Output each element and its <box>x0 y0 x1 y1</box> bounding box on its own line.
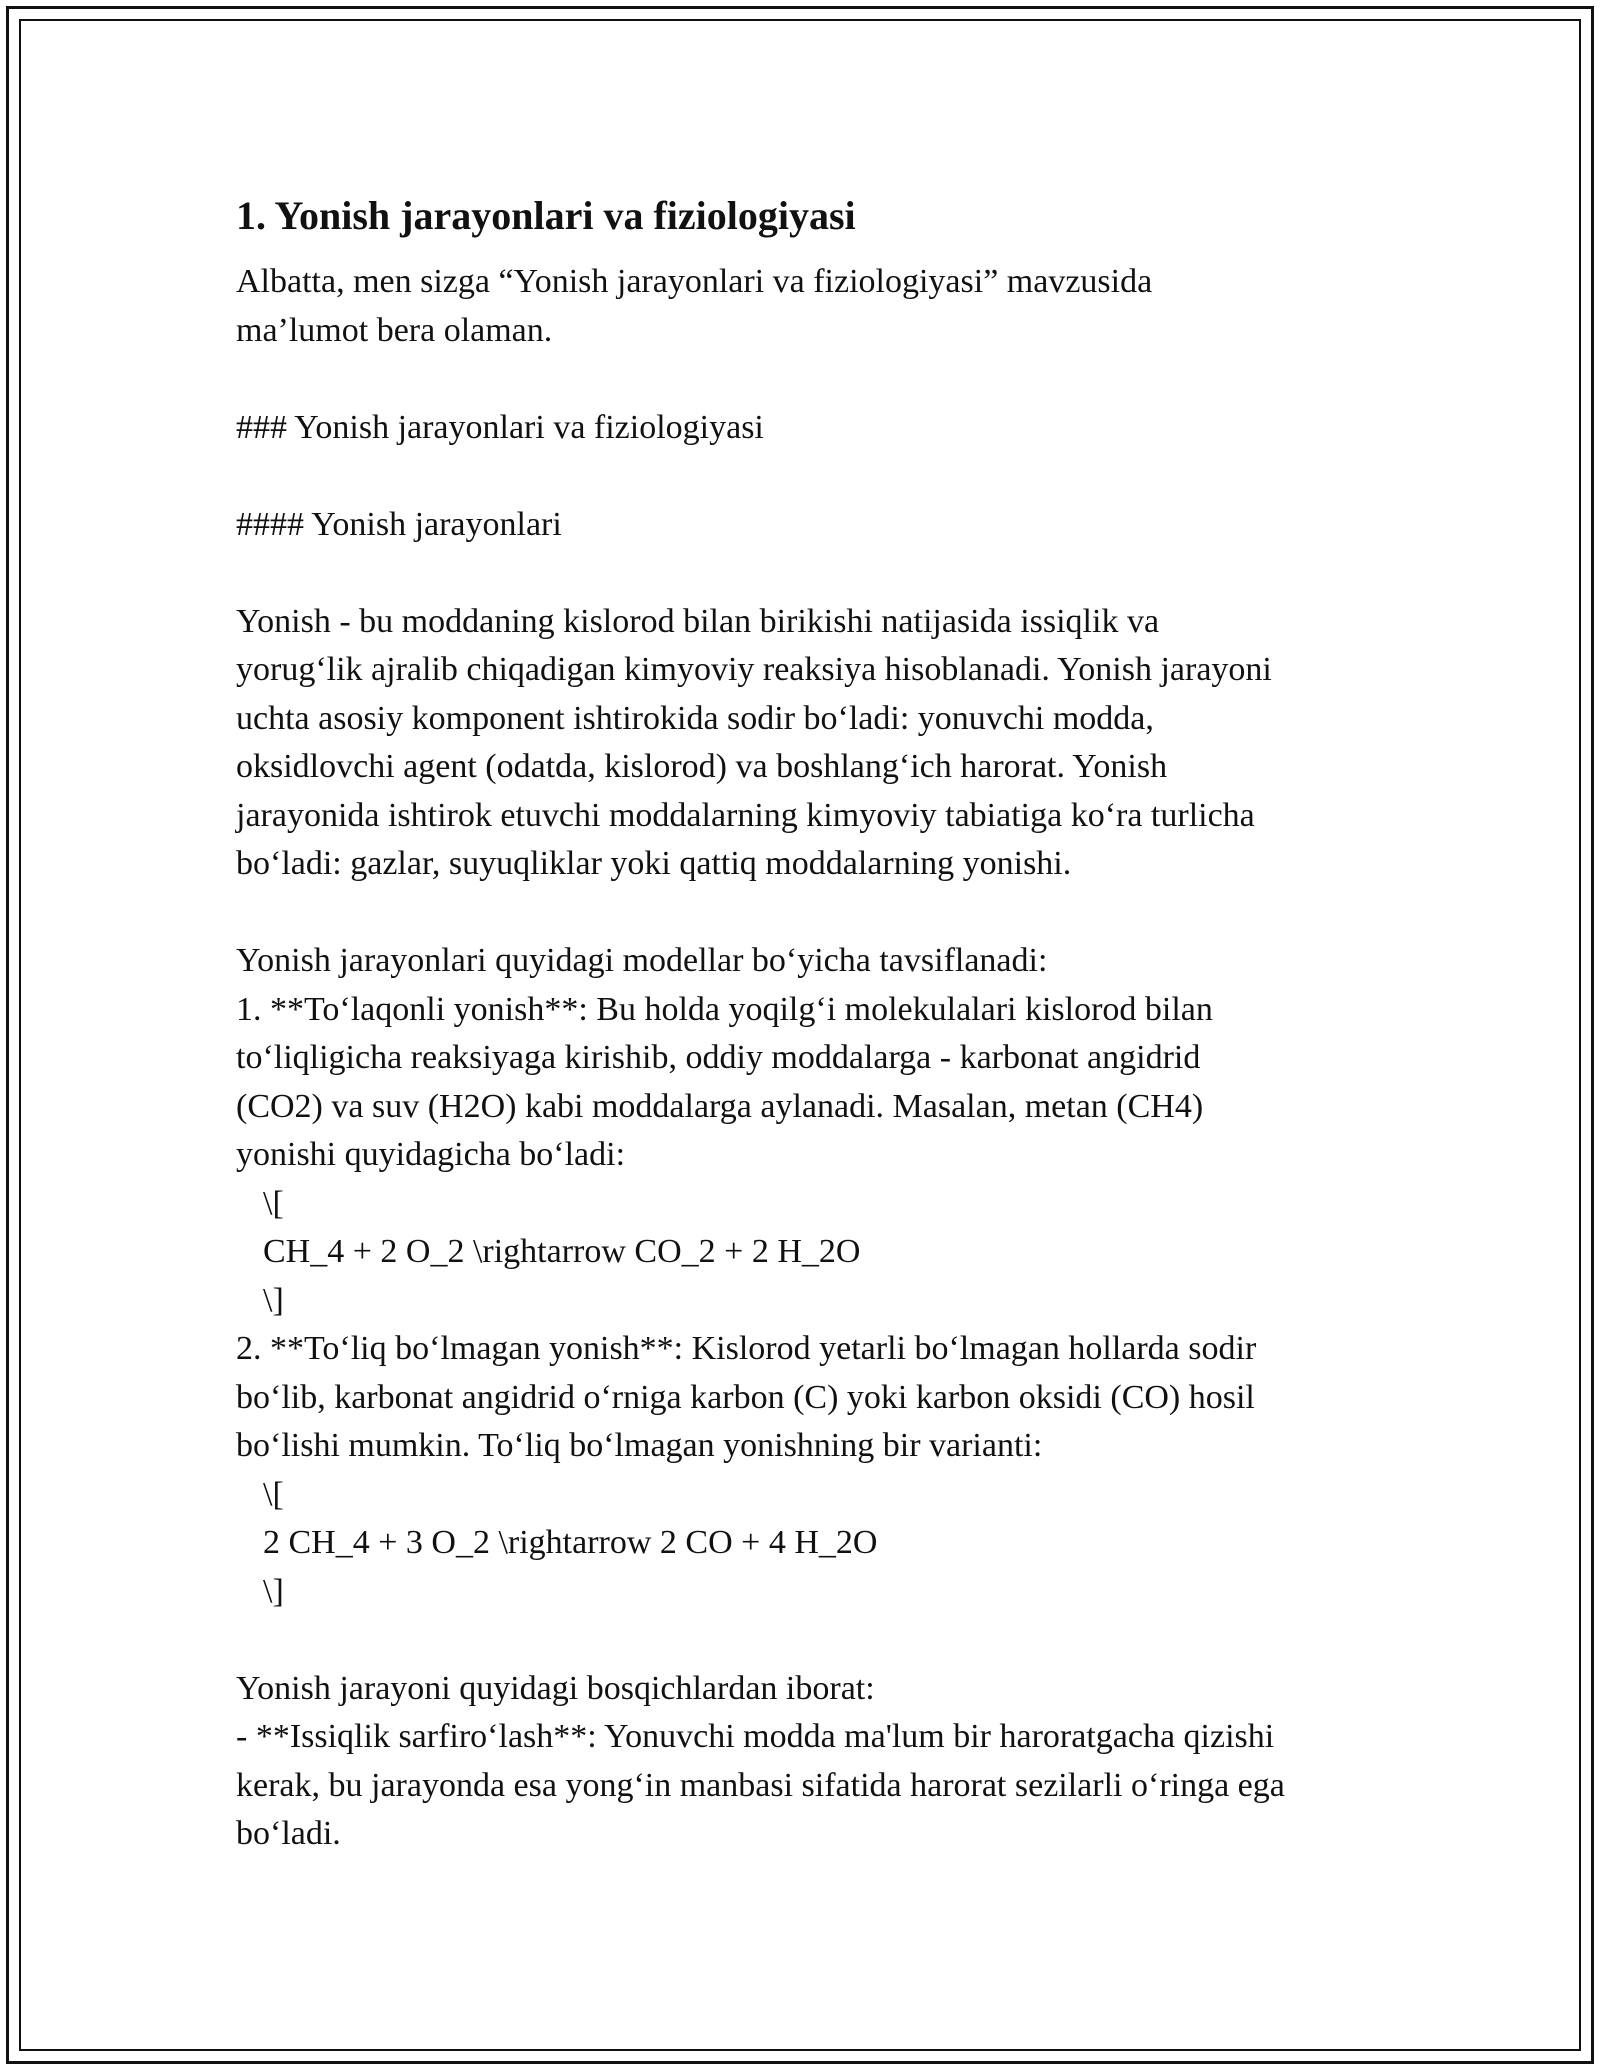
text-line: yonishi quyidagicha bo‘ladi: <box>236 1136 626 1173</box>
blank-line <box>236 452 1386 501</box>
text-line: Albatta, men sizga “Yonish jarayonlari va fiziologiyasi” mavzusida <box>236 263 1153 300</box>
models-intro: Yonish jarayonlari quyidagi modellar bo‘yicha tavsiflanadi: <box>236 942 1048 979</box>
blank-line <box>236 889 1386 938</box>
blank-line <box>236 549 1386 598</box>
formula-line: \[ <box>263 1184 284 1222</box>
stages-intro: Yonish jarayoni quyidagi bosqichlardan iborat: <box>236 1669 875 1707</box>
formula-line: \[ <box>263 1475 284 1513</box>
text-line: Yonish - bu moddaning kislorod bilan birikishi natijasida issiqlik va <box>236 602 1160 640</box>
blank-line <box>236 355 1386 404</box>
model-item-complete-combustion <box>236 986 1386 1180</box>
text-line: bo‘lib, karbonat angidrid o‘rniga karbon (C) yoki karbon oksidi (CO) hosil <box>236 1378 1255 1416</box>
stage-item-heating <box>236 1713 1386 1859</box>
text-line: kerak, bu jarayonda esa yong‘in manbasi sifatida harorat sezilarli o‘ringa ega <box>236 1766 1285 1804</box>
formula-line: CH_4 + 2 O_2 \rightarrow CO_2 + 2 H_2O <box>263 1233 861 1270</box>
text-line: 2. **To‘liq bo‘lmagan yonish**: Kislorod yetarli bo‘lmagan hollarda sodir <box>236 1330 1257 1367</box>
definition-paragraph <box>236 598 1386 889</box>
text-line: bo‘ladi: gazlar, suyuqliklar yoki qattiq moddalarning yonishi. <box>236 845 1072 882</box>
formula-line: \] <box>263 1281 284 1319</box>
blank-line <box>236 1616 1386 1665</box>
text-line: to‘liqligicha reaksiyaga kirishib, oddiy moddalarga - karbonat angidrid <box>236 1039 1201 1076</box>
text-line: (CO2) va suv (H2O) kabi moddalarga aylanadi. Masalan, metan (CH4) <box>236 1087 1204 1125</box>
text-line: uchta asosiy komponent ishtirokida sodir bo‘ladi: yonuvchi modda, <box>236 699 1154 737</box>
text-line: ma’lumot bera olaman. <box>236 311 553 349</box>
text-line: - **Issiqlik sarfiro‘lash**: Yonuvchi modda ma'lum bir haroratgacha qizishi <box>236 1718 1275 1755</box>
text-line: bo‘lishi mumkin. To‘liq bo‘lmagan yonishning bir varianti: <box>236 1427 1043 1464</box>
text-line: bo‘ladi. <box>236 1815 341 1852</box>
formula-line: \] <box>263 1572 284 1610</box>
formula-block-1 <box>236 1180 1386 1326</box>
text-line: jarayonida ishtirok etuvchi moddalarning kimyoviy tabiatiga ko‘ra turlicha <box>236 796 1255 834</box>
heading-level-4: #### Yonish jarayonlari <box>236 505 562 543</box>
formula-line: 2 CH_4 + 3 O_2 \rightarrow 2 CO + 4 H_2O <box>263 1524 878 1561</box>
document-title: 1. Yonish jarayonlari va fiziologiyasi <box>236 193 856 238</box>
text-line: oksidlovchi agent (odatda, kislorod) va boshlang‘ich harorat. Yonish <box>236 748 1168 785</box>
model-item-incomplete-combustion <box>236 1325 1386 1471</box>
document-body <box>236 182 1386 1859</box>
text-line: yorug‘lik ajralib chiqadigan kimyoviy reaksiya hisoblanadi. Yonish jarayoni <box>236 651 1272 688</box>
intro-paragraph <box>236 258 1386 355</box>
heading-level-3: ### Yonish jarayonlari va fiziologiyasi <box>236 408 764 446</box>
formula-block-2 <box>236 1471 1386 1617</box>
text-line: 1. **To‘laqonli yonish**: Bu holda yoqilg‘i molekulalari kislorod bilan <box>236 990 1213 1028</box>
